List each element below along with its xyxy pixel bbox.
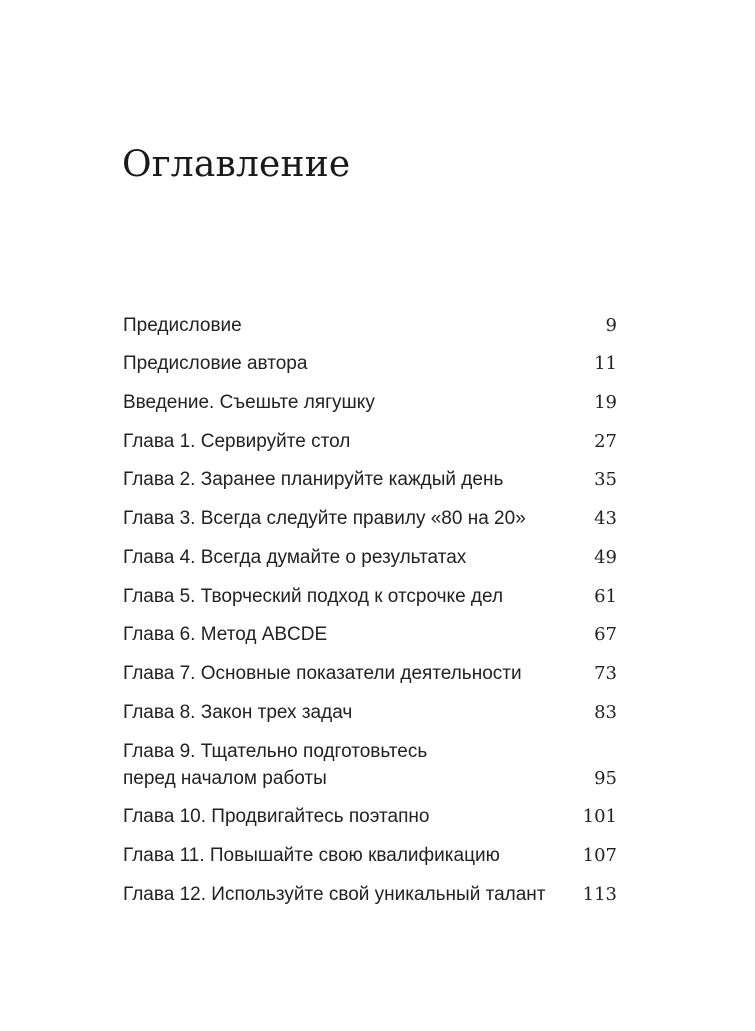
- toc-entry-label: Глава 12. Используйте свой уникальный талант: [123, 883, 546, 905]
- toc-entry-page-number: 101: [582, 806, 617, 828]
- toc-entry-page-number: 73: [594, 662, 617, 684]
- toc-entry-page-number: 113: [582, 883, 617, 905]
- toc-entry[interactable]: [123, 728, 617, 794]
- toc-entry-label: Глава 5. Творческий подход к отсрочке дел: [123, 585, 504, 607]
- toc-entry-page-number: 27: [594, 430, 617, 452]
- toc-entry[interactable]: [123, 302, 617, 341]
- toc-entry-label: Глава 4. Всегда думайте о результатах: [123, 546, 467, 568]
- toc-entry-label: Предисловие: [123, 314, 242, 336]
- toc-entry[interactable]: [123, 794, 617, 833]
- toc-entry-label: Глава 8. Закон трех задач: [123, 701, 353, 723]
- table-of-contents: [123, 302, 617, 910]
- toc-entry-page-number: 107: [582, 844, 617, 866]
- toc-entry-page-number: 83: [594, 701, 617, 723]
- toc-entry[interactable]: [123, 418, 617, 457]
- toc-entry-page-number: 11: [594, 353, 617, 375]
- toc-entry[interactable]: [123, 534, 617, 573]
- toc-entry[interactable]: [123, 457, 617, 496]
- toc-entry[interactable]: [123, 379, 617, 418]
- toc-entry[interactable]: [123, 612, 617, 651]
- toc-entry-page-number: 49: [594, 546, 617, 568]
- toc-entry-page-number: 43: [594, 508, 617, 530]
- toc-entry-label: Глава 1. Сервируйте стол: [123, 430, 351, 452]
- toc-entry[interactable]: [123, 495, 617, 534]
- toc-entry[interactable]: [123, 689, 617, 728]
- toc-entry-label: Глава 10. Продвигайтесь поэтапно: [123, 806, 430, 828]
- toc-entry-label: Глава 2. Заранее планируйте каждый день: [123, 469, 504, 491]
- toc-entry-page-number: 35: [594, 469, 617, 491]
- toc-entry[interactable]: [123, 832, 617, 871]
- toc-entry-label: Глава 9. Тщательно подготовьтесь перед началом работы: [123, 740, 428, 789]
- toc-entry[interactable]: [123, 650, 617, 689]
- toc-entry[interactable]: [123, 871, 617, 910]
- toc-entry-page-number: 67: [594, 624, 617, 646]
- toc-entry-label: Глава 6. Метод ABCDE: [123, 624, 328, 646]
- toc-entry-label: Предисловие автора: [123, 353, 308, 375]
- toc-entry-label: Глава 3. Всегда следуйте правилу «80 на 20»: [123, 508, 526, 530]
- toc-entry[interactable]: [123, 573, 617, 612]
- toc-entry-label: Глава 11. Повышайте свою квалификацию: [123, 844, 500, 866]
- toc-entry-page-number: 61: [594, 585, 617, 607]
- toc-entry-label: Введение. Съешьте лягушку: [123, 392, 375, 414]
- toc-entry-page-number: 9: [605, 314, 617, 336]
- toc-entry-page-number: 19: [594, 392, 617, 414]
- page-title: Оглавление: [122, 144, 351, 185]
- toc-entry[interactable]: [123, 341, 617, 380]
- toc-entry-label: Глава 7. Основные показатели деятельности: [123, 662, 522, 684]
- toc-entry-page-number: 95: [594, 767, 617, 789]
